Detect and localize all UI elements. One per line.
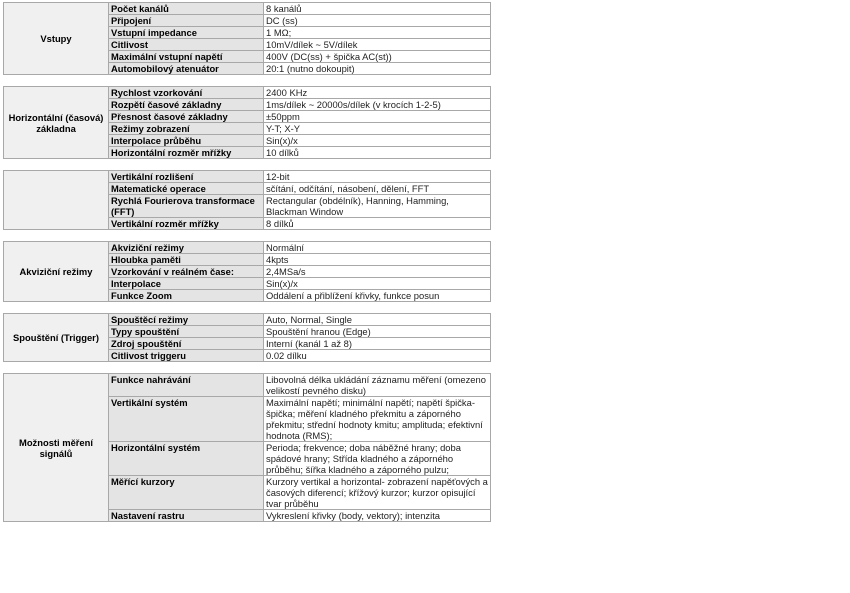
spec-label: Interpolace — [109, 278, 264, 290]
spec-label: Spouštěcí režimy — [109, 314, 264, 326]
spec-label: Rychlost vzorkování — [109, 87, 264, 99]
spec-value: 2,4MSa/s — [264, 266, 491, 278]
spec-value: 10mV/dílek ~ 5V/dílek — [264, 39, 491, 51]
spec-value: 2400 KHz — [264, 87, 491, 99]
spec-value: ±50ppm — [264, 111, 491, 123]
spec-value: Rectangular (obdélník), Hanning, Hamming, Blackman Window — [264, 195, 491, 218]
spec-label: Přesnost časové základny — [109, 111, 264, 123]
spec-label: Rozpětí časové základny — [109, 99, 264, 111]
spec-label: Funkce Zoom — [109, 290, 264, 302]
spec-value: Y-T; X-Y — [264, 123, 491, 135]
spec-table — [3, 373, 491, 522]
spec-table — [3, 241, 491, 302]
spec-label: Interpolace průběhu — [109, 135, 264, 147]
spec-label: Hloubka paměti — [109, 254, 264, 266]
section-title — [4, 171, 109, 230]
spec-label: Citlivost — [109, 39, 264, 51]
section-title: Horizontální (časová) základna — [4, 87, 109, 159]
spec-table — [3, 313, 491, 362]
spec-value: Maximální napětí; minimální napětí; napětí špička-špička; měření kladného překmitu a záporného překmitu; střední hodnoty kmitu; amplituda; efektivní hodnota (RMS); — [264, 397, 491, 442]
section-title: Vstupy — [4, 3, 109, 75]
spec-label: Režimy zobrazení — [109, 123, 264, 135]
spec-value: Libovolná délka ukládání záznamu měření (omezeno velikostí pevného disku) — [264, 374, 491, 397]
spec-label: Funkce nahrávání — [109, 374, 264, 397]
section-title: Akviziční režimy — [4, 242, 109, 302]
spec-value: 0.02 dílku — [264, 350, 491, 362]
spec-label: Horizontální systém — [109, 442, 264, 476]
spec-value: 12-bit — [264, 171, 491, 183]
spec-value: 10 dílků — [264, 147, 491, 159]
table-row — [4, 171, 491, 183]
spec-value: Sin(x)/x — [264, 135, 491, 147]
spec-table — [3, 86, 491, 159]
spec-value: 8 kanálů — [264, 3, 491, 15]
spec-value: Perioda; frekvence; doba náběžné hrany; doba spádové hrany; Střída kladného a záporného průběhu; šířka kladného a záporného pulzu; — [264, 442, 491, 476]
spec-label: Měřící kurzory — [109, 476, 264, 510]
table-row — [4, 374, 491, 397]
spec-label: Vertikální systém — [109, 397, 264, 442]
spec-label: Nastavení rastru — [109, 510, 264, 522]
section-gap — [3, 230, 491, 241]
table-row — [4, 314, 491, 326]
spec-label: Matematické operace — [109, 183, 264, 195]
spec-label: Vertikální rozlišení — [109, 171, 264, 183]
spec-table — [3, 170, 491, 230]
spec-table — [3, 2, 491, 75]
section-gap — [3, 159, 491, 170]
spec-value: 8 dílků — [264, 218, 491, 230]
table-row — [4, 87, 491, 99]
spec-label: Automobilový atenuátor — [109, 63, 264, 75]
section-title: Spouštění (Trigger) — [4, 314, 109, 362]
spec-value: 4kpts — [264, 254, 491, 266]
spec-value: Interní (kanál 1 až 8) — [264, 338, 491, 350]
spec-value: Vykreslení křivky (body, vektory); intenzita — [264, 510, 491, 522]
spec-value: Oddálení a přiblížení křivky, funkce posun — [264, 290, 491, 302]
section-title: Možnosti měření signálů — [4, 374, 109, 522]
spec-value: DC (ss) — [264, 15, 491, 27]
spec-label: Rychlá Fourierova transformace (FFT) — [109, 195, 264, 218]
spec-sections — [3, 2, 491, 522]
spec-value: Normální — [264, 242, 491, 254]
section-gap — [3, 302, 491, 313]
section-gap — [3, 362, 491, 373]
spec-value: 1ms/dílek ~ 20000s/dílek (v krocích 1-2-5) — [264, 99, 491, 111]
spec-label: Vertikální rozměr mřížky — [109, 218, 264, 230]
spec-label: Vstupní impedance — [109, 27, 264, 39]
spec-value: Auto, Normal, Single — [264, 314, 491, 326]
table-row — [4, 3, 491, 15]
table-row — [4, 242, 491, 254]
spec-label: Vzorkování v reálném čase: — [109, 266, 264, 278]
spec-label: Horizontální rozměr mřížky — [109, 147, 264, 159]
spec-label: Počet kanálů — [109, 3, 264, 15]
section-gap — [3, 75, 491, 86]
spec-label: Citlivost triggeru — [109, 350, 264, 362]
spec-value: Sin(x)/x — [264, 278, 491, 290]
spec-value: Spouštění hranou (Edge) — [264, 326, 491, 338]
spec-value: Kurzory vertikal a horizontal- zobrazení napěťových a časových diferencí; křížový kurzor; kurzor opisující tvar průběhu — [264, 476, 491, 510]
spec-value: 400V (DC(ss) + špička AC(st)) — [264, 51, 491, 63]
spec-label: Připojení — [109, 15, 264, 27]
spec-label: Typy spouštění — [109, 326, 264, 338]
spec-label: Zdroj spouštění — [109, 338, 264, 350]
spec-label: Maximální vstupní napětí — [109, 51, 264, 63]
spec-label: Akviziční režimy — [109, 242, 264, 254]
spec-value: 1 MΩ; — [264, 27, 491, 39]
spec-value: 20:1 (nutno dokoupit) — [264, 63, 491, 75]
spec-value: sčítání, odčítání, násobení, dělení, FFT — [264, 183, 491, 195]
